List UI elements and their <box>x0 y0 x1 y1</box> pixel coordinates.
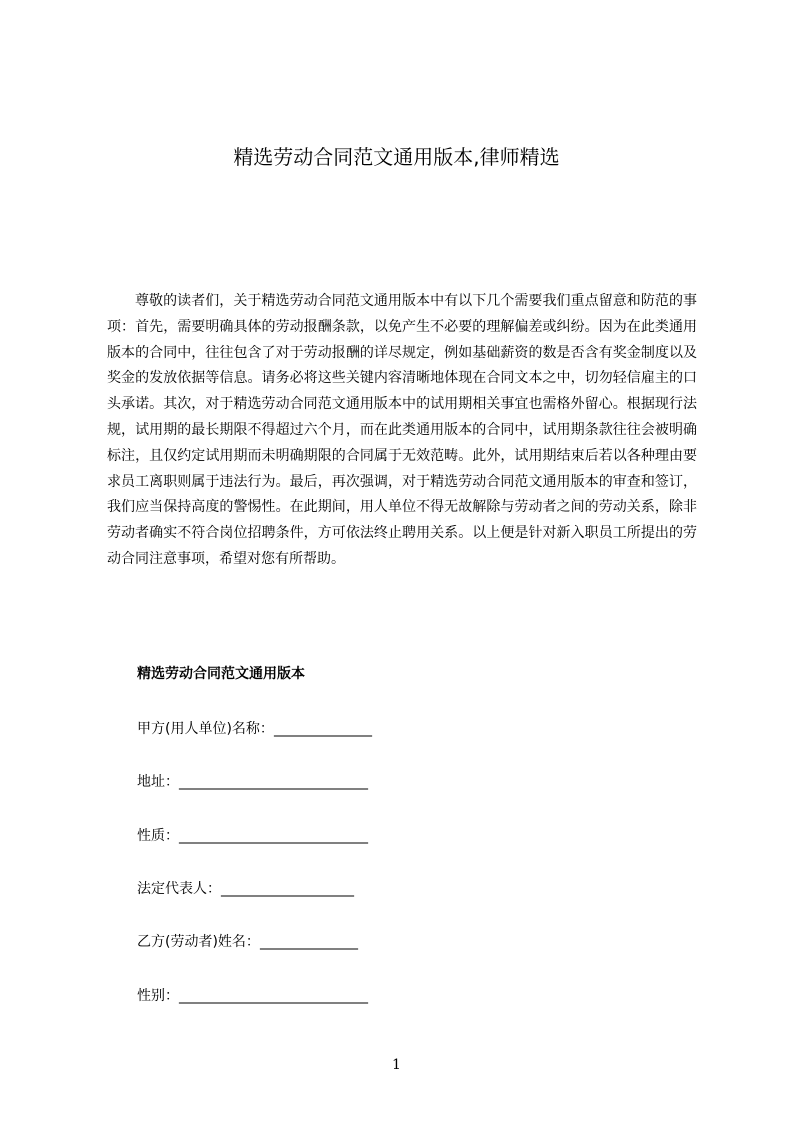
field-nature <box>137 824 368 848</box>
field-label: 地址： <box>137 774 179 790</box>
fill-in-blank: ______________ <box>259 934 358 950</box>
field-employer-name <box>137 717 372 741</box>
fill-in-blank: ___________________________ <box>179 774 368 790</box>
field-label: 性质： <box>137 828 179 844</box>
field-legal-representative <box>137 877 354 901</box>
field-label: 甲方(用人单位)名称： <box>137 721 274 737</box>
fill-in-blank: ___________________________ <box>179 828 368 844</box>
document-title: 精选劳动合同范文通用版本,律师精选 <box>233 145 560 169</box>
fill-in-blank: ___________________ <box>221 881 354 897</box>
section-title: 精选劳动合同范文通用版本 <box>137 666 305 682</box>
fill-in-blank: ___________________________ <box>179 988 368 1004</box>
fill-in-blank: ______________ <box>273 721 372 737</box>
field-label: 法定代表人： <box>137 881 221 897</box>
field-gender <box>137 984 368 1008</box>
field-label: 性别： <box>137 988 179 1004</box>
field-employee-name <box>137 930 358 954</box>
field-label: 乙方(劳动者)姓名： <box>137 934 260 950</box>
field-address <box>137 770 368 794</box>
intro-paragraph: 尊敬的读者们，关于精选劳动合同范文通用版本中有以下几个需要我们重点留意和防范的事项：首先，需要明确具体的劳动报酬条款，以免产生不必要的理解偏差或纠纷。因为在此类通用版本的合同中，往往包含了对于劳动报酬的详尽规定，例如基础薪资的数是否含有奖金制度以及奖金的发放依据等信息。请务必将这些关键内容清晰地体现在合同文本之中，切勿轻信雇主的口头承诺。其次，对于精选劳动合同范文通用版本中的试用期相关事宜也需格外留心。根据现行法规，试用期的最长期限不得超过六个月，而在此类通用版本的合同中，试用期条款往往会被明确标注，且仅约定试用期而未明确期限的合同属于无效范畴。此外，试用期结束后若以各种理由要求员工离职则属于违法行为。最后，再次强调，对于精选劳动合同范文通用版本的审查和签订，我们应当保持高度的警惕性。在此期间，用人单位不得无故解除与劳动者之间的劳动关系，除非劳动者确实不符合岗位招聘条件，方可依法终止聘用关系。以上便是针对新入职员工所提出的劳动合同注意事项，希望对您有所帮助。 <box>107 293 697 567</box>
page-number: 1 <box>392 1057 401 1073</box>
